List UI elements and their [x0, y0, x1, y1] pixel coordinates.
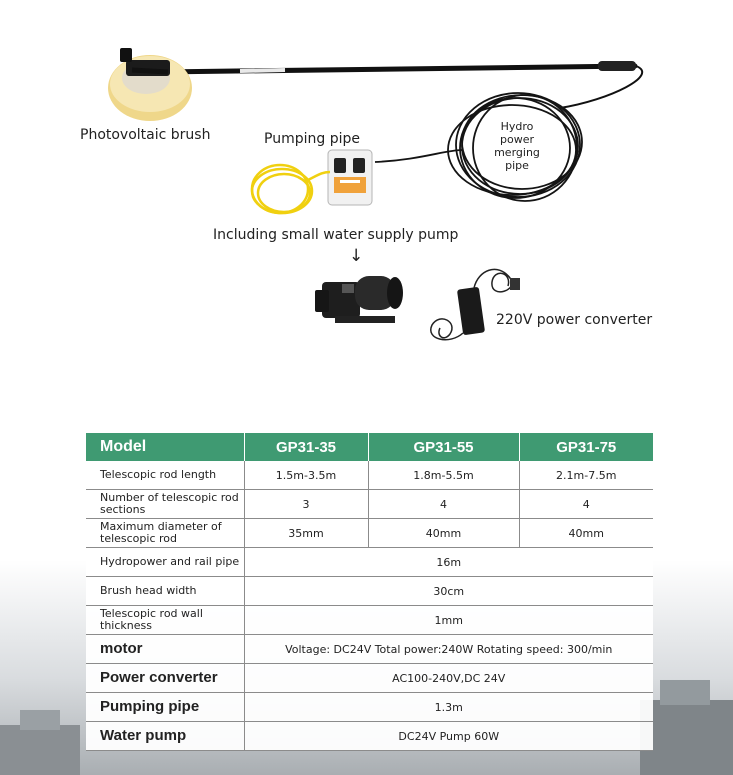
cell-value: 1mm	[244, 606, 653, 635]
table-row	[86, 461, 653, 490]
row-label: Pumping pipe	[86, 693, 244, 722]
row-label: Number of telescopic rod sections	[86, 490, 244, 519]
header-gp31-75: GP31-75	[519, 433, 653, 461]
table-row	[86, 606, 653, 635]
table-row	[86, 490, 653, 519]
down-arrow-icon: ↓	[349, 246, 364, 266]
row-label: motor	[86, 635, 244, 664]
table-row	[86, 635, 653, 664]
header-gp31-35: GP31-35	[244, 433, 368, 461]
header-model: Model	[86, 433, 244, 461]
table-row	[86, 722, 653, 751]
pumping-pipe-coil	[252, 165, 330, 213]
water-pump	[315, 276, 403, 323]
row-label: Telescopic rod length	[86, 461, 244, 490]
callout-power-converter: 220V power converter	[496, 312, 653, 328]
telescopic-rod	[160, 61, 636, 72]
header-gp31-55: GP31-55	[368, 433, 519, 461]
cell-value: 1.8m-5.5m	[368, 461, 519, 490]
row-label: Maximum diameter of telescopic rod	[86, 519, 244, 548]
photovoltaic-brush-head	[108, 48, 192, 121]
cell-value: 35mm	[244, 519, 368, 548]
cell-value: 2.1m-7.5m	[519, 461, 653, 490]
cell-value: 4	[368, 490, 519, 519]
cell-value: 3	[244, 490, 368, 519]
row-label: Brush head width	[86, 577, 244, 606]
table-row	[86, 664, 653, 693]
cell-value: 1.3m	[244, 693, 653, 722]
row-label: Hydropower and rail pipe	[86, 548, 244, 577]
table-row	[86, 519, 653, 548]
table-row	[86, 577, 653, 606]
table-row	[86, 548, 653, 577]
callout-pumping-pipe: Pumping pipe	[264, 131, 360, 147]
power-converter	[431, 269, 520, 339]
cell-value: 1.5m-3.5m	[244, 461, 368, 490]
cell-value: 4	[519, 490, 653, 519]
row-label: Telescopic rod wall thickness	[86, 606, 244, 635]
table-row	[86, 693, 653, 722]
cell-value: DC24V Pump 60W	[244, 722, 653, 751]
cell-value: Voltage: DC24V Total power:240W Rotating speed: 300/min	[244, 635, 653, 664]
spec-table	[86, 433, 653, 751]
cell-value: 40mm	[519, 519, 653, 548]
spec-table-header-row	[86, 433, 653, 461]
row-label: Water pump	[86, 722, 244, 751]
callout-hydro-power-merging-pipe: Hydro power merging pipe	[494, 120, 540, 172]
cell-value: AC100-240V,DC 24V	[244, 664, 653, 693]
callout-small-water-supply-pump: Including small water supply pump	[213, 227, 459, 243]
cell-value: 30cm	[244, 577, 653, 606]
cell-value: 16m	[244, 548, 653, 577]
cell-value: 40mm	[368, 519, 519, 548]
row-label: Power converter	[86, 664, 244, 693]
power-cable	[560, 66, 642, 108]
control-box	[328, 150, 372, 205]
callout-photovoltaic-brush: Photovoltaic brush	[80, 127, 211, 143]
